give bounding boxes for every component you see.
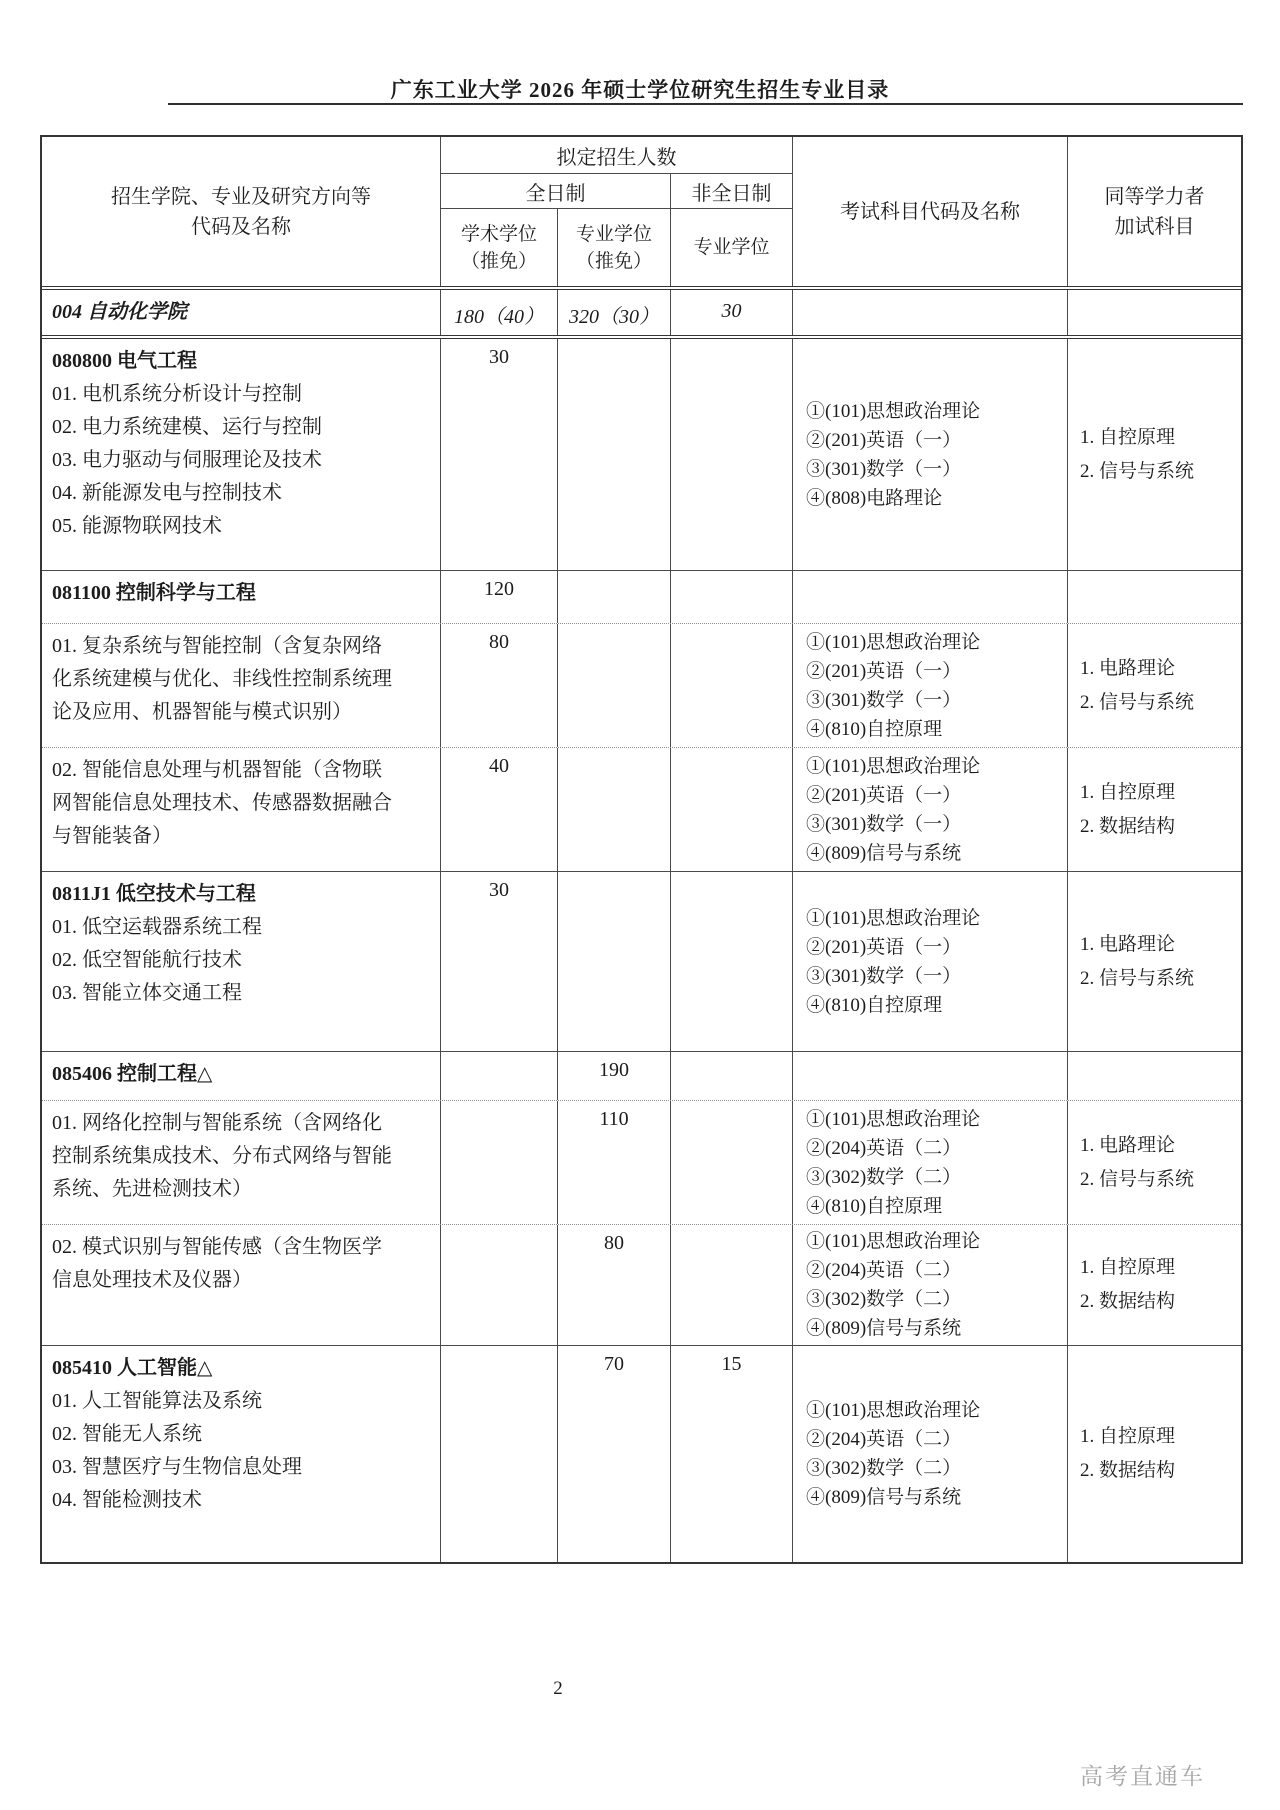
program-cell <box>42 872 441 1051</box>
exam-subject-line: ②(204)英语（二） <box>806 1260 962 1281</box>
header-program <box>42 137 441 286</box>
header-equivalent-line2: 加试科目 <box>1114 215 1195 238</box>
program-cell <box>42 1101 441 1224</box>
program-title: 085410 人工智能△ <box>52 1357 213 1379</box>
exam-subject-line: ④(809)信号与系统 <box>806 842 962 864</box>
research-direction: 05. 能源物联网技术 <box>52 515 222 537</box>
header-academic-line2: （推免） <box>460 250 537 272</box>
equivalent-subjects-cell <box>1068 872 1241 1051</box>
exam-subject-line: ①(101)思想政治理论 <box>806 907 981 929</box>
header-equivalent-subjects <box>1068 137 1241 286</box>
page-title: 广东工业大学 2026 年硕士学位研究生招生专业目录 <box>390 78 890 102</box>
equivalent-subjects-cell <box>1068 1346 1241 1562</box>
equivalent-subject-line: 1. 自控原理 <box>1080 781 1176 803</box>
exam-subject-line: ②(201)英语（一） <box>806 936 962 958</box>
equivalent-subject-line: 1. 电路理论 <box>1080 1134 1176 1156</box>
research-direction: 01. 人工智能算法及系统 <box>52 1390 262 1412</box>
header-program-line2: 代码及名称 <box>191 215 291 238</box>
program-title: 01. 复杂系统与智能控制（含复杂网络化系统建模与优化、非线性控制系统理论及应用、机器智能与模式识别） <box>52 635 392 723</box>
part-time-count-cell <box>671 748 793 871</box>
exam-subject-line: ②(201)英语（一） <box>806 429 962 451</box>
header-planned-total: 拟定招生人数 <box>441 137 792 174</box>
header-professional-line1: 专业学位 <box>575 223 652 245</box>
professional-count-cell <box>558 872 671 1051</box>
part-time-count-cell: 15 <box>671 1346 793 1562</box>
academic-count-cell: 30 <box>441 872 558 1051</box>
part-time-count-cell <box>671 1101 793 1224</box>
exam-subject-line: ③(301)数学（一） <box>806 689 962 711</box>
equivalent-subject-line: 2. 数据结构 <box>1080 1460 1176 1481</box>
exam-subjects-cell <box>793 290 1068 335</box>
equivalent-subjects-cell <box>1068 624 1241 747</box>
exam-subjects-cell <box>793 872 1068 1051</box>
research-direction: 04. 智能检测技术 <box>52 1489 202 1511</box>
program-cell <box>42 290 441 335</box>
professional-count-cell <box>558 624 671 747</box>
header-full-time: 全日制 <box>441 174 671 208</box>
professional-count-cell <box>558 339 671 570</box>
research-direction: 03. 智能立体交通工程 <box>52 982 242 1004</box>
watermark-text: 高考直通车 <box>1080 1763 1205 1789</box>
exam-subject-line: ③(301)数学（一） <box>806 458 962 480</box>
part-time-count-cell: 30 <box>671 290 793 335</box>
exam-subject-line: ①(101)思想政治理论 <box>806 1231 981 1252</box>
exam-subject-line: ①(101)思想政治理论 <box>806 1108 981 1130</box>
header-part-time: 非全日制 <box>691 182 772 205</box>
exam-subject-line: ④(810)自控原理 <box>806 1195 943 1217</box>
academic-count-cell: 80 <box>441 624 558 747</box>
equivalent-subject-line: 2. 信号与系统 <box>1080 1168 1195 1190</box>
header-exam-subjects: 考试科目代码及名称 <box>793 137 1068 286</box>
program-cell <box>42 1346 441 1562</box>
program-title: 02. 智能信息处理与机器智能（含物联网智能信息处理技术、传感器数据融合与智能装备） <box>52 759 392 847</box>
academic-count-cell <box>441 1346 558 1562</box>
table-row <box>42 290 1241 339</box>
exam-subject-line: ③(301)数学（一） <box>806 965 962 987</box>
page-number: 2 <box>553 1678 563 1699</box>
part-time-count-cell <box>671 1052 793 1100</box>
exam-subject-line: ②(201)英语（一） <box>806 660 962 682</box>
equivalent-subjects-cell <box>1068 571 1241 623</box>
exam-subjects-cell <box>793 624 1068 747</box>
program-title: 0811J1 低空技术与工程 <box>52 883 256 905</box>
table-row <box>42 1346 1241 1562</box>
admission-table <box>40 135 1243 1564</box>
exam-subject-line: ④(810)自控原理 <box>806 994 943 1016</box>
exam-subjects-cell <box>793 748 1068 871</box>
exam-subject-line: ①(101)思想政治理论 <box>806 400 981 422</box>
exam-subjects-cell <box>793 1346 1068 1562</box>
exam-subject-line: ④(808)电路理论 <box>806 487 943 509</box>
exam-subject-line: ③(302)数学（二） <box>806 1166 962 1188</box>
program-cell <box>42 624 441 747</box>
table-row <box>42 1225 1241 1346</box>
equivalent-subject-line: 2. 信号与系统 <box>1080 691 1195 713</box>
title-underline <box>168 103 1243 105</box>
equivalent-subject-line: 2. 数据结构 <box>1080 1291 1176 1312</box>
exam-subjects-cell <box>793 339 1068 570</box>
exam-subject-line: ④(810)自控原理 <box>806 718 943 740</box>
research-direction: 02. 智能无人系统 <box>52 1423 202 1445</box>
equivalent-subjects-cell <box>1068 1225 1241 1345</box>
exam-subject-line: ②(204)英语（二） <box>806 1137 962 1159</box>
exam-subjects-cell <box>793 1101 1068 1224</box>
research-direction: 03. 电力驱动与伺服理论及技术 <box>52 449 322 471</box>
part-time-count-cell <box>671 1225 793 1345</box>
program-cell <box>42 571 441 623</box>
research-direction: 02. 电力系统建模、运行与控制 <box>52 416 322 438</box>
table-body <box>42 290 1241 1562</box>
equivalent-subject-line: 2. 信号与系统 <box>1080 967 1195 989</box>
exam-subject-line: ①(101)思想政治理论 <box>806 631 981 653</box>
header-professional-line2: （推免） <box>575 250 652 272</box>
table-header <box>42 137 1241 290</box>
exam-subject-line: ④(809)信号与系统 <box>806 1487 962 1508</box>
equivalent-subjects-cell <box>1068 748 1241 871</box>
exam-subject-line: ①(101)思想政治理论 <box>806 1400 981 1421</box>
header-planned-group <box>441 137 793 286</box>
exam-subjects-cell <box>793 1225 1068 1345</box>
equivalent-subject-line: 2. 数据结构 <box>1080 815 1176 837</box>
table-row <box>42 339 1241 571</box>
professional-count-cell <box>558 571 671 623</box>
academic-count-cell: 120 <box>441 571 558 623</box>
professional-count-cell: 190 <box>558 1052 671 1100</box>
exam-subject-line: ②(201)英语（一） <box>806 784 962 806</box>
table-row <box>42 748 1241 872</box>
equivalent-subject-line: 1. 自控原理 <box>1080 426 1176 448</box>
research-direction: 04. 新能源发电与控制技术 <box>52 482 282 504</box>
header-equivalent-line1: 同等学力者 <box>1104 185 1205 208</box>
part-time-count-cell <box>671 339 793 570</box>
academic-count-cell <box>441 1052 558 1100</box>
header-professional-degree <box>558 209 671 286</box>
part-time-count-cell <box>671 624 793 747</box>
program-cell <box>42 748 441 871</box>
academic-count-cell: 30 <box>441 339 558 570</box>
header-degree-row <box>441 209 792 286</box>
professional-count-cell: 110 <box>558 1101 671 1224</box>
part-time-count-cell <box>671 571 793 623</box>
part-time-count-cell <box>671 872 793 1051</box>
exam-subject-line: ③(302)数学（二） <box>806 1458 962 1479</box>
program-title: 081100 控制科学与工程 <box>52 582 256 604</box>
research-direction: 03. 智慧医疗与生物信息处理 <box>52 1456 302 1478</box>
research-direction: 01. 低空运载器系统工程 <box>52 916 262 938</box>
equivalent-subject-line: 1. 电路理论 <box>1080 657 1176 679</box>
table-row <box>42 624 1241 748</box>
program-cell <box>42 1052 441 1100</box>
program-title: 02. 模式识别与智能传感（含生物医学信息处理技术及仪器） <box>52 1236 382 1291</box>
equivalent-subject-line: 1. 电路理论 <box>1080 933 1176 955</box>
professional-count-cell <box>558 748 671 871</box>
equivalent-subject-line: 1. 自控原理 <box>1080 1257 1176 1278</box>
exam-subject-line: ③(302)数学（二） <box>806 1289 962 1310</box>
table-row <box>42 571 1241 624</box>
professional-count-cell: 320（30） <box>558 290 671 335</box>
header-academic-line1: 学术学位 <box>460 223 537 245</box>
table-row <box>42 872 1241 1052</box>
equivalent-subject-line: 1. 自控原理 <box>1080 1426 1176 1447</box>
professional-count-cell: 80 <box>558 1225 671 1345</box>
program-cell <box>42 1225 441 1345</box>
exam-subjects-cell <box>793 571 1068 623</box>
table-row <box>42 1052 1241 1101</box>
equivalent-subject-line: 2. 信号与系统 <box>1080 460 1195 482</box>
academic-count-cell <box>441 1101 558 1224</box>
academic-count-cell: 40 <box>441 748 558 871</box>
program-title: 080800 电气工程 <box>52 350 197 372</box>
header-program-line1: 招生学院、专业及研究方向等 <box>111 185 371 208</box>
equivalent-subjects-cell <box>1068 290 1241 335</box>
header-schedule-row <box>441 174 792 209</box>
program-title: 085406 控制工程△ <box>52 1063 213 1085</box>
header-pt-professional-degree: 专业学位 <box>693 237 770 258</box>
academic-count-cell: 180（40） <box>441 290 558 335</box>
research-direction: 02. 低空智能航行技术 <box>52 949 242 971</box>
equivalent-subjects-cell <box>1068 339 1241 570</box>
research-direction: 01. 电机系统分析设计与控制 <box>52 383 302 405</box>
equivalent-subjects-cell <box>1068 1101 1241 1224</box>
program-title: 004 自动化学院 <box>52 301 187 323</box>
table-row <box>42 1101 1241 1225</box>
exam-subject-line: ④(809)信号与系统 <box>806 1318 962 1339</box>
equivalent-subjects-cell <box>1068 1052 1241 1100</box>
program-cell <box>42 339 441 570</box>
exam-subject-line: ③(301)数学（一） <box>806 813 962 835</box>
exam-subject-line: ①(101)思想政治理论 <box>806 755 981 777</box>
exam-subjects-cell <box>793 1052 1068 1100</box>
professional-count-cell: 70 <box>558 1346 671 1562</box>
header-academic-degree <box>441 209 558 286</box>
program-title: 01. 网络化控制与智能系统（含网络化控制系统集成技术、分布式网络与智能系统、先进检测技术） <box>52 1112 392 1200</box>
academic-count-cell <box>441 1225 558 1345</box>
exam-subject-line: ②(204)英语（二） <box>806 1429 962 1450</box>
